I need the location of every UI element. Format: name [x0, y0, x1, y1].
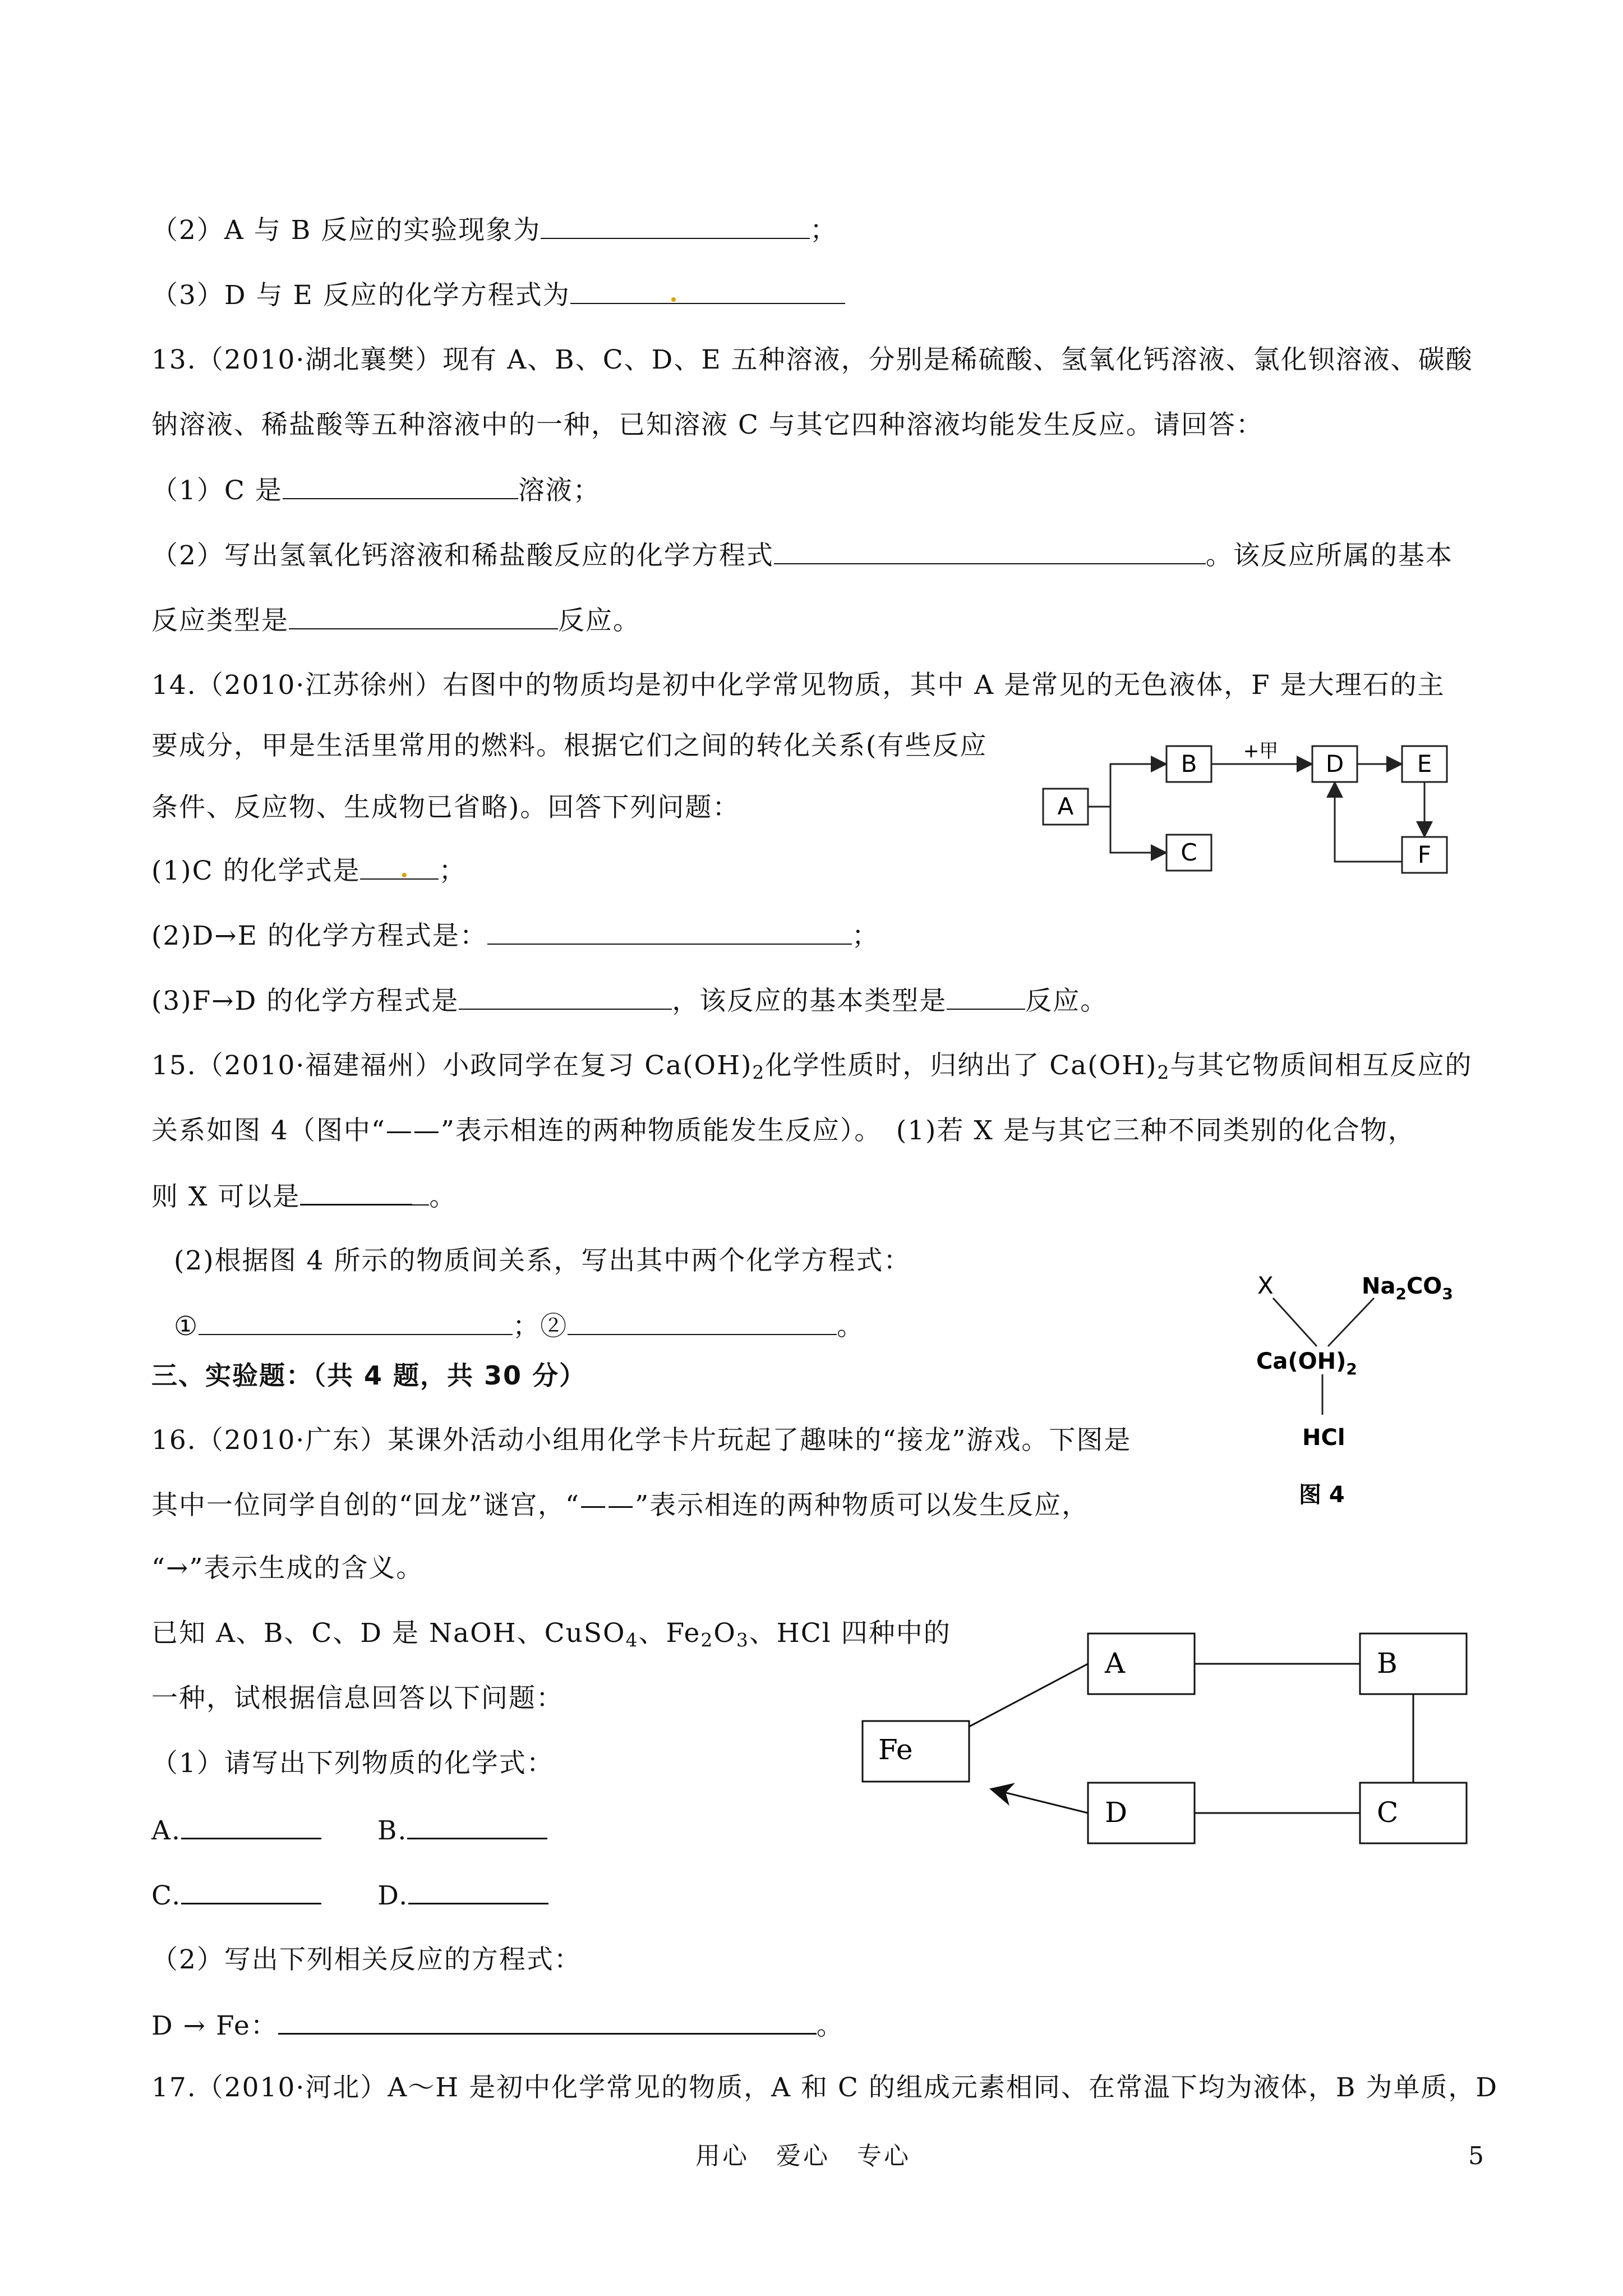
- q14-text-1: 14.（2010·江苏徐州）右图中的物质均是初中化学常见物质，其中 A 是常见的无色液体，F 是大理石的主: [151, 670, 1445, 701]
- label-x: X: [1257, 1272, 1274, 1299]
- q16-text-3: “→”表示生成的含义。: [151, 1553, 424, 1584]
- q13-text-1: 13.（2010·湖北襄樊）现有 A、B、C、D、E 五种溶液，分别是稀硫酸、氢氧化钙溶液、氯化钡溶液、碳酸: [151, 344, 1473, 375]
- footer-motto: 用心 爱心 专心: [695, 2142, 911, 2170]
- page-number: 5: [1468, 2142, 1486, 2170]
- card-b-label: B: [1377, 1647, 1398, 1680]
- q15-equations: ① ；② 。: [174, 1309, 864, 1343]
- label-e: E: [1417, 750, 1432, 777]
- q12-part3: （3）D 与 E 反应的化学方程式为: [151, 278, 845, 312]
- q14-part2: (2)D→E 的化学方程式是： ；: [151, 919, 879, 953]
- label-f: F: [1417, 841, 1432, 868]
- section-heading: 三、实验题：（共 4 题，共 30 分）: [151, 1360, 587, 1391]
- card-fe-label: Fe: [878, 1733, 913, 1766]
- figure-4-diagram: [1223, 1262, 1481, 1526]
- q16-text-1: 16.（2010·广东）某课外活动小组用化学卡片玩起了趣味的“接龙”游戏。下图是: [151, 1425, 1132, 1456]
- q13-text-2: 钠溶液、稀盐酸等五种溶液中的一种，已知溶液 C 与其它四种溶液均能发生反应。请回答：: [151, 409, 1264, 440]
- q16-text-2: 其中一位同学自创的“回龙”谜宫，“——”表示相连的两种物质可以发生反应，: [151, 1490, 1090, 1521]
- label-b: B: [1181, 750, 1197, 777]
- q13-part2: （2）写出氢氧化钙溶液和稀盐酸反应的化学方程式 。该反应所属的基本: [151, 539, 1453, 573]
- q15-text-1: 15.（2010·福建福州）小政同学在复习 $Ca(OH)_2$化学性质时，归纳出了 $Ca(OH)_2$与其它物质间相互反应的: [151, 1050, 1473, 1084]
- card-d: [1088, 1783, 1195, 1843]
- q16-maze-diagram: [858, 1627, 1481, 1862]
- q14-flow-diagram: [1038, 735, 1475, 886]
- label-plus-jia: +甲: [1243, 740, 1279, 762]
- dot-mark: [402, 873, 407, 877]
- card-c-label: C: [1377, 1796, 1399, 1829]
- answer-blank[interactable]: [360, 854, 439, 880]
- label-a: A: [1057, 793, 1074, 820]
- q16-answers-cd: C. D.: [151, 1878, 548, 1913]
- answer-blank[interactable]: [774, 539, 1206, 564]
- q15-part1: 则 X 可以是 。: [151, 1179, 457, 1214]
- label-hcl: HCl: [1302, 1425, 1345, 1451]
- answer-blank-d[interactable]: [408, 1878, 548, 1904]
- q13-part3: 反应类型是 反应。: [151, 604, 640, 638]
- label-d: D: [1325, 750, 1344, 777]
- q15-part2: (2)根据图 4 所示的物质间关系，写出其中两个化学方程式：: [174, 1245, 911, 1276]
- answer-blank[interactable]: [283, 473, 518, 499]
- answer-blank[interactable]: [300, 1179, 412, 1205]
- answer-blank[interactable]: [199, 1309, 513, 1335]
- label-c: C: [1181, 839, 1197, 866]
- answer-blank[interactable]: [289, 604, 558, 629]
- answer-blank[interactable]: [278, 2008, 817, 2035]
- card-c: [1360, 1783, 1467, 1843]
- q16-part2: （2）写出下列相关反应的方程式：: [151, 1944, 582, 1975]
- answer-blank[interactable]: [541, 213, 810, 239]
- q16-text-4: 已知 A、B、C、D 是 NaOH、CuSO$_4$、$Fe_2O_3$、HCl 四种中的: [151, 1618, 951, 1651]
- answer-blank-a[interactable]: [181, 1813, 321, 1839]
- q12-part2: （2）A 与 B 反应的实验现象为 ；: [151, 213, 837, 247]
- dot-mark: [671, 297, 676, 302]
- answer-blank-b[interactable]: [407, 1813, 547, 1839]
- card-d-label: D: [1105, 1796, 1128, 1829]
- card-a-label: A: [1105, 1647, 1126, 1680]
- q14-part1: (1)C 的化学式是 ；: [151, 854, 466, 888]
- card-a: [1088, 1634, 1195, 1694]
- q17-text-1: 17.（2010·河北）A～H 是初中化学常见的物质，A 和 C 的组成元素相同、在常温下均为液体，B 为单质，D: [151, 2072, 1498, 2103]
- answer-blank[interactable]: [570, 278, 845, 304]
- q15-text-2: 关系如图 4（图中“——”表示相连的两种物质能发生反应）。 (1)若 X 是与其它三种不同类别的化合物，: [151, 1115, 1415, 1146]
- q14-text-3: 条件、反应物、生成物已省略)。回答下列问题：: [151, 792, 740, 823]
- q14-text-2: 要成分，甲是生活里常用的燃料。根据它们之间的转化关系(有些反应: [151, 730, 988, 761]
- q14-part3: (3)F→D 的化学方程式是 ，该反应的基本类型是 反应。: [151, 984, 1108, 1018]
- answer-blank[interactable]: [487, 919, 852, 945]
- answer-blank[interactable]: [459, 984, 672, 1010]
- label-na2co3: $Na_2CO_3$: [1362, 1273, 1453, 1303]
- q16-answers-ab: A. B.: [151, 1813, 547, 1848]
- label-caoh2: $Ca(OH)_2$: [1256, 1349, 1357, 1378]
- card-b: [1360, 1634, 1467, 1694]
- answer-blank-c[interactable]: [181, 1878, 321, 1904]
- q16-text-5: 一种，试根据信息回答以下问题：: [151, 1683, 564, 1714]
- q16-part3: D → Fe： 。: [151, 2008, 844, 2043]
- answer-blank[interactable]: [568, 1309, 837, 1335]
- figure-caption: 图 4: [1299, 1482, 1345, 1508]
- q13-part1: （1）C 是 溶液；: [151, 473, 601, 508]
- q16-part1: （1）请写出下列物质的化学式：: [151, 1748, 554, 1779]
- answer-blank[interactable]: [947, 984, 1025, 1010]
